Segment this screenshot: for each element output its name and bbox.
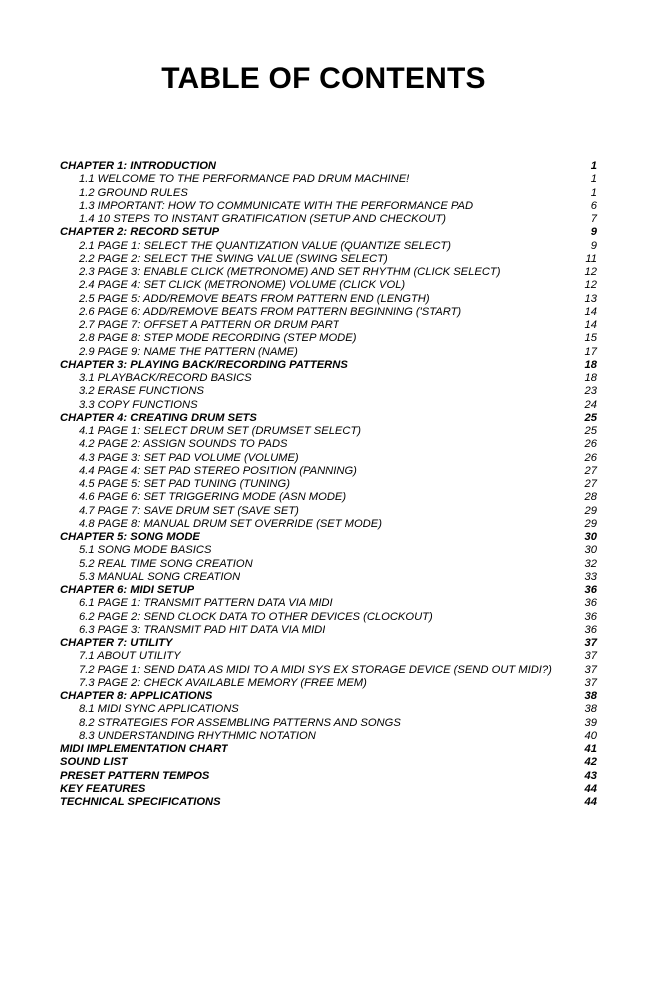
toc-chapter-row xyxy=(60,770,600,783)
toc-section-title: 2.9 PAGE 9: NAME THE PATTERN (NAME) xyxy=(79,345,298,358)
toc-section-row xyxy=(60,213,600,226)
page-title: TABLE OF CONTENTS xyxy=(161,62,486,95)
toc-page-number: 41 xyxy=(584,743,597,755)
toc-chapter-row xyxy=(60,637,600,650)
toc-chapter-title: MIDI IMPLEMENTATION CHART xyxy=(60,743,228,755)
toc-section-row xyxy=(60,266,600,279)
toc-section-title: 6.1 PAGE 1: TRANSMIT PATTERN DATA VIA MIDI xyxy=(79,597,333,610)
toc-page-number: 36 xyxy=(584,597,597,610)
toc-page-number: 38 xyxy=(584,690,597,702)
toc-chapter-row xyxy=(60,690,600,703)
toc-chapter-title: KEY FEATURES xyxy=(60,782,146,795)
toc-section-title: 1.2 GROUND RULES xyxy=(79,186,188,199)
toc-chapter-row xyxy=(60,796,600,809)
toc-chapter-row xyxy=(60,584,600,597)
toc-section-row xyxy=(60,717,600,730)
toc-section-row xyxy=(60,664,600,677)
toc-page-number: 37 xyxy=(584,637,597,649)
toc-section-row xyxy=(60,200,600,213)
toc-section-row xyxy=(60,173,600,186)
toc-chapter-row xyxy=(60,783,600,796)
toc-page-number: 26 xyxy=(584,438,597,451)
toc-page-number: 30 xyxy=(584,531,597,543)
toc-section-row xyxy=(60,399,600,412)
toc-chapter-row xyxy=(60,359,600,372)
toc-chapter-title: CHAPTER 5: SONG MODE xyxy=(60,531,200,543)
toc-section-title: 4.6 PAGE 6: SET TRIGGERING MODE (ASN MODE) xyxy=(79,491,347,504)
toc-page-number: 25 xyxy=(584,411,597,424)
toc-section-row xyxy=(60,346,600,359)
toc-section-row xyxy=(60,240,600,253)
toc-page-number: 14 xyxy=(584,319,597,331)
toc-chapter-title: CHAPTER 1: INTRODUCTION xyxy=(60,160,217,172)
toc-chapter-row xyxy=(60,226,600,239)
toc-page-number: 27 xyxy=(584,478,597,490)
toc-page-number: 18 xyxy=(584,372,597,384)
toc-section-row xyxy=(60,730,600,743)
toc-page-number: 9 xyxy=(590,239,597,252)
toc-page-number: 12 xyxy=(584,279,597,292)
toc-chapter-title: CHAPTER 2: RECORD SETUP xyxy=(60,226,220,239)
toc-section-row xyxy=(60,372,600,385)
toc-chapter-title: CHAPTER 3: PLAYING BACK/RECORDING PATTERNS xyxy=(60,358,348,371)
toc-section-row xyxy=(60,279,600,292)
toc-page-number: 27 xyxy=(584,464,597,477)
toc-section-title: 8.1 MIDI SYNC APPLICATIONS xyxy=(79,703,239,716)
toc-section-row xyxy=(60,491,600,504)
toc-section-row xyxy=(60,478,600,491)
toc-section-title: 1.4 10 STEPS TO INSTANT GRATIFICATION (SETUP AND CHECKOUT) xyxy=(79,213,446,225)
toc-page-number: 1 xyxy=(590,186,597,199)
toc-section-row xyxy=(60,558,600,571)
toc-page-number: 38 xyxy=(584,703,597,716)
toc-section-title: 4.8 PAGE 8: MANUAL DRUM SET OVERRIDE (SET MODE) xyxy=(79,517,382,530)
toc-chapter-title: CHAPTER 6: MIDI SETUP xyxy=(60,584,195,596)
toc-section-title: 4.7 PAGE 7: SAVE DRUM SET (SAVE SET) xyxy=(79,504,299,517)
toc-page-number: 42 xyxy=(584,756,597,769)
toc-section-title: 3.3 COPY FUNCTIONS xyxy=(79,398,198,411)
toc-section-title: 1.1 WELCOME TO THE PERFORMANCE PAD DRUM MACHINE! xyxy=(79,173,410,186)
toc-chapter-row xyxy=(60,160,600,173)
toc-section-title: 2.8 PAGE 8: STEP MODE RECORDING (STEP MODE) xyxy=(79,332,357,345)
toc-page-number: 1 xyxy=(590,160,597,172)
toc-section-title: 2.6 PAGE 6: ADD/REMOVE BEATS FROM PATTERN BEGINNING ('START) xyxy=(79,305,462,318)
toc-section-title: 8.2 STRATEGIES FOR ASSEMBLING PATTERNS AND SONGS xyxy=(79,716,401,729)
toc-section-row xyxy=(60,438,600,451)
toc-section-row xyxy=(60,187,600,200)
toc-page-number: 29 xyxy=(584,517,597,530)
toc-section-row xyxy=(60,452,600,465)
toc-page-number: 11 xyxy=(585,252,597,265)
toc-section-title: 3.2 ERASE FUNCTIONS xyxy=(79,385,204,398)
toc-page-number: 36 xyxy=(584,610,597,623)
toc-page-number: 32 xyxy=(584,557,597,570)
toc-page-number: 36 xyxy=(584,584,597,596)
toc-chapter-title: CHAPTER 7: UTILITY xyxy=(60,637,173,649)
table-of-contents xyxy=(60,160,600,809)
toc-section-row xyxy=(60,332,600,345)
toc-section-row xyxy=(60,425,600,438)
toc-section-title: 2.7 PAGE 7: OFFSET A PATTERN OR DRUM PART xyxy=(79,319,340,331)
toc-page-number: 6 xyxy=(590,199,597,212)
toc-section-row xyxy=(60,611,600,624)
toc-section-title: 5.1 SONG MODE BASICS xyxy=(79,544,212,557)
toc-section-row xyxy=(60,571,600,584)
toc-page-number: 25 xyxy=(584,425,597,437)
toc-section-row xyxy=(60,253,600,266)
toc-page-number: 30 xyxy=(584,544,597,557)
toc-chapter-row xyxy=(60,412,600,425)
toc-page-number: 17 xyxy=(584,345,597,358)
toc-page-number: 7 xyxy=(590,213,597,225)
toc-section-title: 5.2 REAL TIME SONG CREATION xyxy=(79,557,253,570)
toc-chapter-row xyxy=(60,743,600,756)
toc-section-title: 7.1 ABOUT UTILITY xyxy=(79,650,181,663)
toc-section-title: 8.3 UNDERSTANDING RHYTHMIC NOTATION xyxy=(79,729,316,742)
toc-page-number: 13 xyxy=(584,292,597,305)
toc-page-number: 14 xyxy=(584,305,597,318)
toc-section-title: 6.2 PAGE 2: SEND CLOCK DATA TO OTHER DEVICES (CLOCKOUT) xyxy=(79,610,433,623)
toc-section-title: 1.3 IMPORTANT: HOW TO COMMUNICATE WITH THE PERFORMANCE PAD xyxy=(79,199,474,212)
toc-page-number: 37 xyxy=(584,663,597,676)
toc-page-number: 28 xyxy=(584,491,597,504)
toc-section-title: 2.5 PAGE 5: ADD/REMOVE BEATS FROM PATTERN END (LENGTH) xyxy=(79,292,430,305)
toc-page-number: 26 xyxy=(584,451,597,464)
toc-page-number: 40 xyxy=(584,729,597,742)
toc-chapter-title: PRESET PATTERN TEMPOS xyxy=(60,769,210,782)
toc-page-number: 39 xyxy=(584,716,597,729)
toc-section-title: 4.4 PAGE 4: SET PAD STEREO POSITION (PANNING) xyxy=(79,464,357,477)
toc-section-row xyxy=(60,597,600,610)
toc-page-number: 44 xyxy=(584,796,597,808)
toc-section-title: 4.3 PAGE 3: SET PAD VOLUME (VOLUME) xyxy=(79,451,299,464)
toc-section-row xyxy=(60,505,600,518)
toc-page-number: 43 xyxy=(584,769,597,782)
toc-section-title: 6.3 PAGE 3: TRANSMIT PAD HIT DATA VIA MIDI xyxy=(79,623,326,636)
toc-section-title: 2.2 PAGE 2: SELECT THE SWING VALUE (SWING SELECT) xyxy=(79,252,388,265)
toc-page-number: 18 xyxy=(584,358,597,371)
toc-chapter-title: SOUND LIST xyxy=(60,756,128,769)
toc-chapter-title: TECHNICAL SPECIFICATIONS xyxy=(60,796,221,808)
toc-section-row xyxy=(60,703,600,716)
toc-chapter-title: CHAPTER 4: CREATING DRUM SETS xyxy=(60,411,257,424)
toc-page-number: 37 xyxy=(584,650,597,663)
toc-page-number: 36 xyxy=(584,623,597,636)
toc-section-title: 7.3 PAGE 2: CHECK AVAILABLE MEMORY (FREE MEM) xyxy=(79,676,367,689)
toc-chapter-row xyxy=(60,756,600,769)
toc-page-number: 24 xyxy=(584,398,597,411)
toc-page-number: 12 xyxy=(584,266,597,278)
toc-section-title: 5.3 MANUAL SONG CREATION xyxy=(79,570,241,583)
toc-section-row xyxy=(60,306,600,319)
toc-section-title: 2.4 PAGE 4: SET CLICK (METRONOME) VOLUME (CLICK VOL) xyxy=(79,279,406,292)
toc-page-number: 9 xyxy=(590,226,597,239)
toc-section-title: 2.1 PAGE 1: SELECT THE QUANTIZATION VALUE (QUANTIZE SELECT) xyxy=(79,239,451,252)
toc-section-row xyxy=(60,677,600,690)
toc-section-title: 4.2 PAGE 2: ASSIGN SOUNDS TO PADS xyxy=(79,438,288,451)
toc-section-row xyxy=(60,293,600,306)
toc-page-number: 23 xyxy=(584,385,597,398)
toc-section-title: 2.3 PAGE 3: ENABLE CLICK (METRONOME) AND SET RHYTHM (CLICK SELECT) xyxy=(79,266,501,278)
toc-section-title: 3.1 PLAYBACK/RECORD BASICS xyxy=(79,372,252,384)
toc-section-row xyxy=(60,518,600,531)
toc-section-row xyxy=(60,465,600,478)
toc-section-title: 7.2 PAGE 1: SEND DATA AS MIDI TO A MIDI SYS EX STORAGE DEVICE (SEND OUT MIDI?) xyxy=(79,663,552,676)
toc-section-title: 4.5 PAGE 5: SET PAD TUNING (TUNING) xyxy=(79,478,290,490)
toc-page-number: 15 xyxy=(584,332,597,345)
toc-chapter-row xyxy=(60,531,600,544)
toc-page-number: 33 xyxy=(584,570,597,583)
toc-section-row xyxy=(60,650,600,663)
toc-section-row xyxy=(60,544,600,557)
toc-section-row xyxy=(60,385,600,398)
toc-page-number: 1 xyxy=(590,173,597,186)
toc-page-number: 37 xyxy=(584,676,597,689)
toc-section-row xyxy=(60,624,600,637)
toc-section-row xyxy=(60,319,600,332)
toc-chapter-title: CHAPTER 8: APPLICATIONS xyxy=(60,690,213,702)
toc-section-title: 4.1 PAGE 1: SELECT DRUM SET (DRUMSET SELECT) xyxy=(79,425,362,437)
toc-page-number: 44 xyxy=(584,782,597,795)
toc-page-number: 29 xyxy=(584,504,597,517)
